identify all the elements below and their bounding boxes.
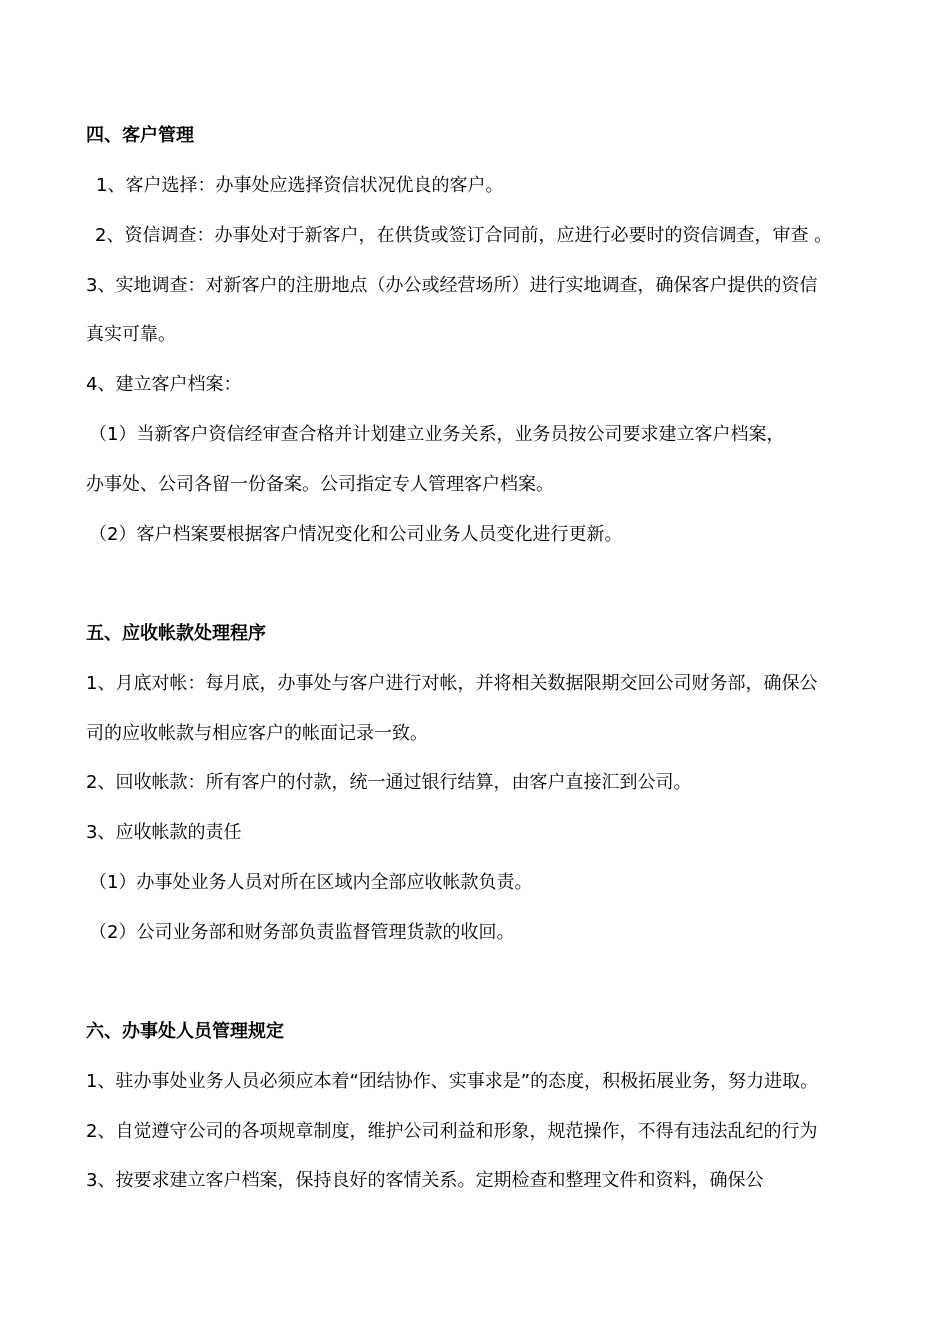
section-heading: 四、客户管理 [86,125,194,146]
paragraph-line: （2）客户档案要根据客户情况变化和公司业务人员变化进行更新。 [89,524,623,545]
paragraph-line: 2、回收帐款：所有客户的付款，统一通过银行结算，由客户直接汇到公司。 [86,772,692,793]
paragraph-line: 办事处、公司各留一份备案。公司指定专人管理客户档案。 [86,474,554,495]
paragraph-line: 3、实地调查：对新客户的注册地点（办公或经营场所）进行实地调查，确保客户提供的资信 [86,275,818,296]
paragraph-line: （1）当新客户资信经审查合格并计划建立业务关系，业务员按公司要求建立客户档案， [89,424,785,445]
paragraph-line: 3、按要求建立客户档案，保持良好的客情关系。定期检查和整理文件和资料，确保公 [86,1170,764,1191]
paragraph-line: 1、驻办事处业务人员必须应本着“团结协作、实事求是”的态度，积极拓展业务，努力进取。 [86,1071,819,1092]
paragraph-line: 2、资信调查：办事处对于新客户，在供货或签订合同前，应进行必要时的资信调查，审查 。 [95,225,833,246]
section-heading: 六、办事处人员管理规定 [86,1021,284,1042]
section-heading: 五、应收帐款处理程序 [86,623,266,644]
paragraph-line: 1、客户选择：办事处应选择资信状况优良的客户。 [96,175,504,196]
paragraph-line: 司的应收帐款与相应客户的帐面记录一致。 [86,723,428,744]
paragraph-line: 2、自觉遵守公司的各项规章制度，维护公司利益和形象，规范操作，不得有违法乱纪的行为 [86,1121,818,1142]
paragraph-line: （2）公司业务部和财务部负责监督管理货款的收回。 [89,922,515,943]
paragraph-line: 1、月底对帐：每月底，办事处与客户进行对帐，并将相关数据限期交回公司财务部，确保公 [86,673,818,694]
paragraph-line: 3、应收帐款的责任 [86,822,242,843]
paragraph-line: （1）办事处业务人员对所在区域内全部应收帐款负责。 [89,872,533,893]
paragraph-line: 4、建立客户档案： [86,374,242,395]
paragraph-line: 真实可靠。 [86,324,176,345]
